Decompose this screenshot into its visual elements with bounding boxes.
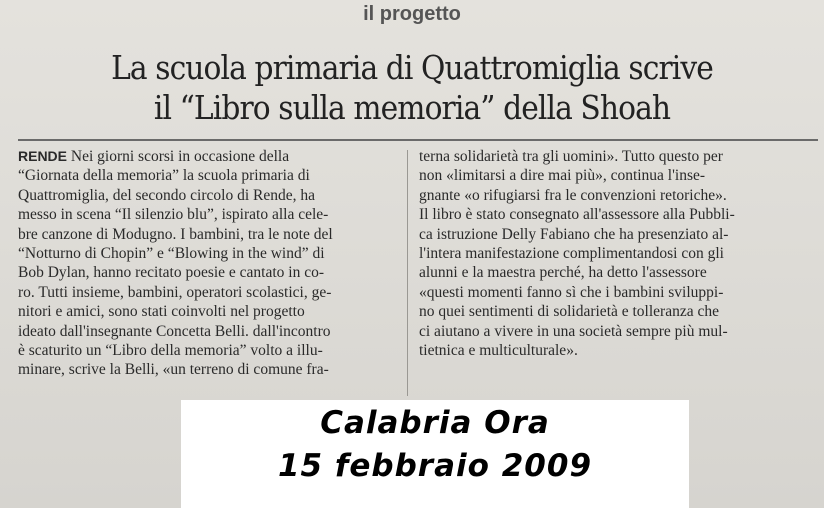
body-line: terna solidarietà tra gli uomini». Tutto questo per	[419, 148, 723, 165]
body-line: è scaturito un “Libro della memoria” volto a illu-	[18, 341, 323, 359]
caption-source: Calabria Ora	[320, 405, 550, 441]
body-line: tietnica e multiculturale».	[419, 341, 578, 359]
body-line: gnante «o rifugiarsi fra le convenzioni retoriche».	[419, 186, 727, 204]
article-column-right	[419, 147, 813, 360]
dateline: RENDE	[18, 148, 68, 164]
body-line: ci aiutano a vivere in una società sempre più mul-	[419, 322, 728, 340]
body-text: Nei giorni scorsi in occasione della	[67, 148, 290, 165]
headline-rule	[18, 139, 818, 141]
body-line: ro. Tutti insieme, bambini, operatori scolastici, ge-	[18, 283, 332, 301]
body-line: l'intera manifestazione complimentandosi con gli	[419, 244, 724, 262]
body-line: no quei sentimenti di solidarietà e tolleranza che	[419, 303, 719, 321]
column-divider	[407, 150, 408, 396]
body-line: messo in scena “Il silenzio blu”, ispirato alla cele-	[18, 206, 329, 224]
caption-date: 15 febbraio 2009	[277, 448, 593, 484]
body-line: Il libro è stato consegnato all'assessore alla Pubbli-	[419, 206, 735, 224]
body-line: bre canzone di Modugno. I bambini, tra le note del	[18, 225, 333, 243]
body-line: Quattromiglia, del secondo circolo di Rende, ha	[18, 186, 315, 204]
body-line: non «limitarsi a dire mai più», continua l'inse-	[419, 167, 706, 185]
body-line	[18, 147, 396, 166]
section-kicker: il progetto	[363, 3, 461, 25]
body-line: «questi momenti fanno sì che i bambini sviluppi-	[419, 283, 724, 301]
headline-line-1: La scuola primaria di Quattromiglia scrive	[111, 48, 713, 87]
body-line: Bob Dylan, hanno recitato poesie e cantato in co-	[18, 264, 325, 282]
body-line: ideato dall'insegnante Concetta Belli. dall'incontro	[18, 322, 331, 340]
article-column-left	[18, 147, 396, 380]
body-line: nitori e amici, sono stati coinvolti nel progetto	[18, 303, 305, 321]
body-line: “Notturno di Chopin” e “Blowing in the wind” di	[18, 244, 325, 262]
body-line: alunni e la maestra perché, ha detto l'assessore	[419, 264, 707, 282]
headline-line-2: il “Libro sulla memoria” della Shoah	[153, 88, 671, 127]
body-line: minare, scrive la Belli, «un terreno di comune fra-	[18, 361, 329, 379]
body-line: ca istruzione Delly Fabiano che ha presenziato al-	[419, 225, 729, 243]
body-line: “Giornata della memoria” la scuola primaria di	[18, 167, 310, 185]
